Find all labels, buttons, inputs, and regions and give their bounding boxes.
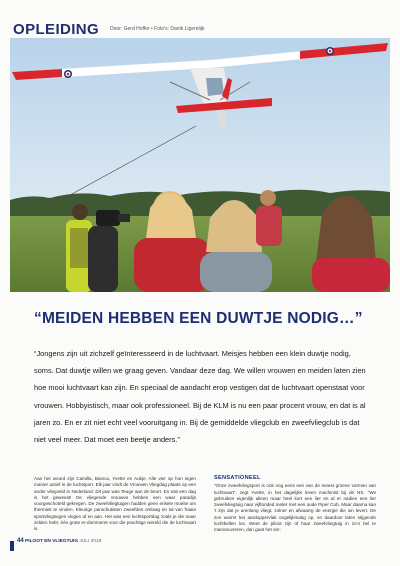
article-headline: “MEIDEN HEBBEN EEN DUWTJE NODIG…”	[34, 310, 363, 327]
page-bar	[10, 541, 14, 551]
page-footer	[17, 538, 101, 544]
body-column-left: Aan het woord zijn Camilla, Bianca, Yvette en Aukje. Alle vier op hun eigen manier actief in de luchtsport. Elk jaar vindt de Vrouwen Vliegdag plaats op een ander vliegveld in Nederland. Dit jaar was Teuge aan de beurt. En wat een dag is het geweest! De vliegende vrouwen hebben een waar paradijs voorgeschoteld gekregen. De zweefvliegtuigen hadden geen enkele moeite om thermiek te vinden. Kleurige parachutisten zweefden omlaag en tal van fraaie sportvliegtuigen vlogen af en aan. Het was een luchtsportdag zoals je die maar zelden hebt, één grote er-dommeret voor die prachtige wereld die de luchtvaart is.	[34, 476, 196, 532]
article-photo	[10, 38, 390, 292]
page-header	[10, 18, 390, 40]
issue-month: JULI 2018	[79, 539, 102, 544]
magazine-name: PILOOT EN VLIEGTUIG	[25, 539, 79, 544]
body-column-right	[214, 475, 376, 534]
subhead: SENSATIONEEL	[214, 475, 261, 481]
article-intro: “Jongens zijn uit zichzelf geïnteresseerd in de luchtvaart. Meisjes hebben een klein duwtje nodig, soms. Dat duwtje willen we graag geven. Vandaar deze dag. We willen vrouwen en meiden laten zien hoe mooi luchtvaart kan zijn. En speciaal de aandacht erop vestigen dat de luchtvaart openstaat voor vrouwen. Hobbyistisch, maar ook professioneel. Bij de KLM is nu een paar procent vrouw, en dat is al jaren zo. En er zit niet echt veel vooruitgang in. Bij de gemiddelde vliegclub en zweefvliegclub is dat niet veel meer. Dat moet een beetje anders.”	[34, 349, 366, 445]
body-column-right-text: “Onze zweefvliegsport is ook nog eens een van de meest groene vormen van luchtvaart”, zegt Yvette, in het dagelijks leven machinist bij de NS. “We gebruiken eigenlijk alleen maar heel kort een lier en al er nadien een lier zweefvliegtuig naar vijftonded meter met een oude Piper Cub. Maar daarna kan ’t zijn dat je urenlang vliegt, zolner en afwaarrg de energie die ion levert. De zon warmt het aardoppervlak ongelijkmatig op, en daardoor laten stijgende luchtbellen los. Weet de piloot zijn of haar zweefvliegtuig in zo’n bel te manoeuvreren, dan gaat het om-	[214, 483, 376, 533]
section-title: OPLEIDING	[13, 21, 100, 38]
article-credits: Door: Gerd Hoffer • Foto's: Danik Ligerelijk	[110, 26, 205, 32]
page-number: 44	[17, 538, 24, 544]
